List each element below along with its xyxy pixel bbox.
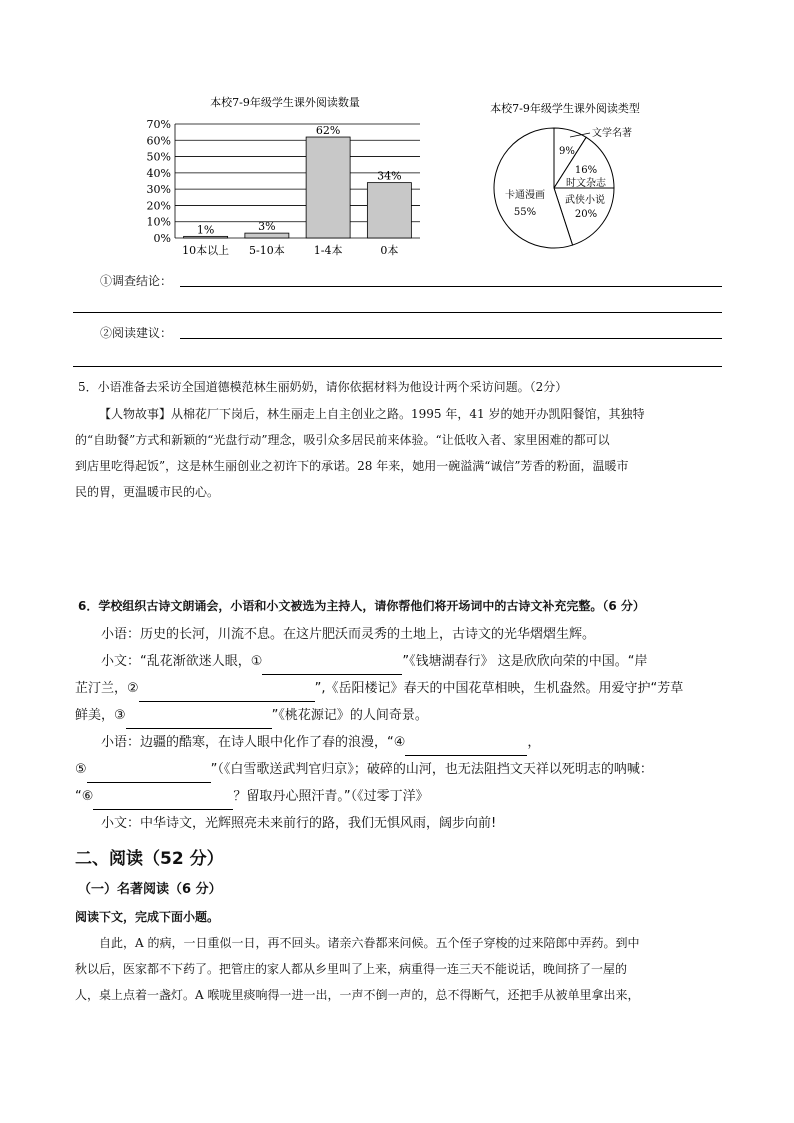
pie-label-cartoon: 卡通漫画 — [505, 190, 545, 201]
pie-label-martial: 武侠小说 — [565, 195, 605, 206]
blank-1[interactable] — [262, 660, 402, 675]
bar-value-label: 62% — [315, 124, 341, 138]
reading-instruction: 阅读下文，完成下面小题。 — [75, 910, 220, 924]
blank-2[interactable] — [139, 687, 315, 702]
pie-pct-cartoon: 55% — [513, 207, 537, 218]
q6-line: “⑥ ？留取丹心照汗青。”（《过零丁洋》 — [75, 783, 725, 810]
y-tick-label: 70% — [146, 118, 171, 131]
blank-5[interactable] — [87, 768, 211, 783]
reading-passage — [75, 930, 725, 1008]
passage-line: 秋以后，医家都不下药了。把管庄的家人都从乡里叫了上来，病重得一连三天不能说话，晚间挤了一屋的 — [75, 962, 628, 976]
y-tick-label: 40% — [146, 166, 171, 180]
advice-answer-line[interactable] — [180, 338, 722, 339]
pie-pct-martial: 20% — [574, 209, 598, 220]
q5-story-line: 到店里吃得起饭”，这是林生丽创业之初许下的承诺。28 年来，她用一碗溢满“诚信”芳香的粉面，温暖市 — [75, 459, 629, 473]
y-tick-label: 30% — [146, 183, 171, 197]
conclusion-answer-line-2[interactable] — [73, 312, 722, 313]
x-tick-label: 10本以上 — [182, 244, 230, 257]
pie-label-literature: 文学名著 — [592, 128, 632, 139]
q6-line: 小语：边疆的酷寒，在诗人眼中化作了春的浪漫，“④ ， — [75, 729, 725, 756]
bar-value-label: 3% — [258, 220, 276, 234]
q6-line: 鲜美，③ ”《桃花源记》的人间奇景。 — [75, 702, 725, 729]
q6-line: 芷汀兰，② ”,《岳阳楼记》春天的中国花草相映，生机盎然。用爱守护“芳草 — [75, 675, 725, 702]
bar — [367, 183, 411, 238]
bar — [184, 236, 228, 238]
blank-3[interactable] — [126, 714, 272, 729]
bar — [245, 233, 289, 238]
y-tick-label: 0% — [153, 232, 171, 245]
q6-line: ⑤ ”（《白雪歌送武判官归京》；破碎的山河，也无法阻挡文天祥以死明志的呐喊： — [75, 756, 725, 783]
conclusion-label: ①调查结论： — [100, 274, 173, 288]
q6-line: 小文：“乱花渐欲迷人眼，① ”《钱塘湖春行》 这是欣欣向荣的中国。“岸 — [75, 648, 725, 675]
x-tick-label: 0本 — [380, 244, 399, 257]
y-tick-label: 10% — [146, 215, 171, 229]
blank-4[interactable] — [405, 741, 527, 756]
advice-answer-line-2[interactable] — [73, 366, 722, 367]
pie-label-magazine: 时文杂志 — [566, 178, 606, 189]
bar-chart — [100, 88, 430, 268]
passage-line: 自此，A 的病，一日重似一日，再不回头。诸亲六眷都来问候。五个侄子穿梭的过来陪郎中弄药。到中 — [99, 936, 640, 950]
advice-label: ②阅读建议： — [100, 326, 173, 340]
q6-body — [75, 621, 725, 837]
section-title: 二、阅读（52 分） — [75, 849, 224, 869]
x-tick-label: 5-10本 — [249, 244, 285, 257]
subsection-title: （一）名著阅读（6 分） — [78, 882, 222, 897]
passage-line: 人，桌上点着一盏灯。A 喉咙里痰响得一进一出，一声不倒一声的，总不得断气，还把手从被单里拿出来， — [75, 988, 640, 1002]
conclusion-answer-line[interactable] — [180, 286, 722, 287]
y-tick-label: 20% — [146, 199, 171, 213]
q6-title: 6．学校组织古诗文朗诵会，小语和小文被选为主持人，请你帮他们将开场词中的古诗文补充完整。（6 分） — [78, 599, 645, 613]
q5-title: 5．小语准备去采访全国道德模范林生丽奶奶，请你依据材料为他设计两个采访问题。（2分） — [78, 380, 568, 394]
y-tick-label: 50% — [146, 150, 171, 164]
bar — [306, 137, 350, 238]
q6-line: 小语：历史的长河，川流不息。在这片肥沃而灵秀的土地上，古诗文的光华熠熠生辉。 — [101, 627, 596, 642]
q5-story — [75, 401, 725, 505]
y-tick-label: 60% — [146, 134, 171, 148]
bar-chart-title: 本校7-9年级学生课外阅读数量 — [210, 96, 360, 109]
bar-value-label: 34% — [377, 169, 402, 183]
x-tick-label: 1-4本 — [313, 244, 343, 257]
pie-chart — [470, 92, 660, 262]
q5-story-line: 【人物故事】从棉花厂下岗后，林生丽走上自主创业之路。1995 年，41 岁的她开办凯阳餐馆，其独特 — [99, 407, 645, 421]
pie-pct-magazine: 16% — [574, 165, 598, 176]
q5-story-line: 民的胃，更温暖市民的心。 — [75, 485, 220, 499]
q5-story-line: 的“自助餐”方式和新颖的“光盘行动”理念，吸引众多居民前来体验。“让低收入者、家里困难的都可以 — [75, 433, 610, 447]
bar-value-label: 1% — [196, 223, 215, 237]
pie-chart-title: 本校7-9年级学生课外阅读类型 — [490, 102, 640, 115]
blank-6[interactable] — [93, 795, 233, 810]
q6-line: 小文：中华诗文，光辉照亮未来前行的路，我们无惧风雨，阔步向前! — [101, 816, 497, 831]
pie-pct-literature: 9% — [559, 146, 575, 157]
